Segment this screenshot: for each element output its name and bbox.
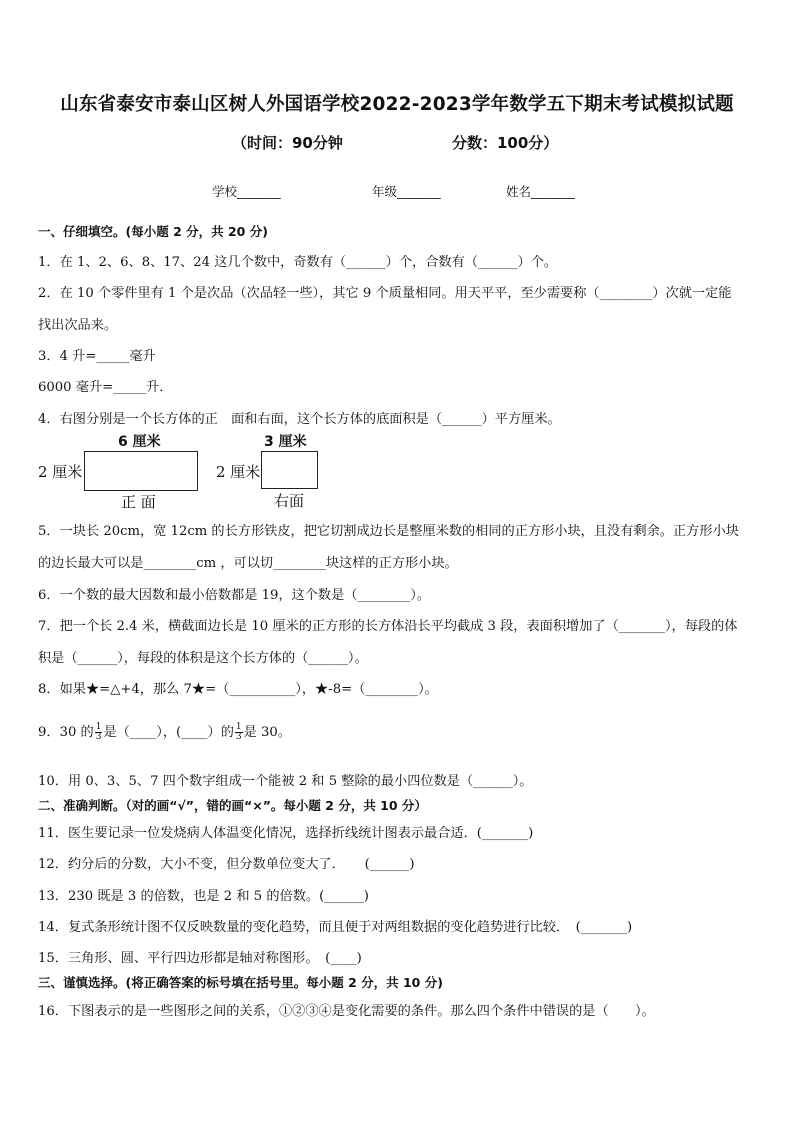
page-title: 山东省泰安市泰山区树人外国语学校2022-2023学年数学五下期末考试模拟试题 — [60, 94, 734, 115]
school-field[interactable]: 学校_______ — [212, 184, 281, 199]
question-16: 16．下图表示的是一些图形之间的关系，①②③④是变化需要的条件。那么四个条件中错误的是（ ）。 — [38, 1004, 655, 1019]
question-4: 4．右图分别是一个长方体的正 面和右面，这个长方体的底面积是（______）平方厘米。 — [38, 412, 561, 427]
front-face-label: 正 面 — [121, 493, 156, 511]
fraction-one-third: $\frac{1}{3}$ — [95, 722, 102, 742]
question-3-cont: 6000 毫升=_____升． — [38, 380, 173, 395]
grade-field[interactable]: 年级_______ — [372, 184, 441, 199]
question-2: 2．在 10 个零件里有 1 个是次品（次品轻一些），其它 9 个质量相同。用天平平，至少需要称（________）次就一定能 — [38, 286, 732, 301]
question-5-cont: 的边长最大可以是________cm ，可以切________块这样的正方形小块。 — [38, 556, 458, 571]
name-field[interactable]: 姓名_______ — [506, 184, 575, 199]
question-14: 14．复式条形统计图不仅反映数量的变化趋势，而且便于对两组数据的变化趋势进行比较． (_______) — [38, 920, 633, 935]
question-7: 7．把一个长 2.4 米，横截面边长是 10 厘米的正方形的长方体沿长平均截成 3 段，表面积增加了（_______），每段的体 — [38, 619, 738, 634]
question-9-mid: 是（____），(____）的 — [103, 725, 234, 740]
question-6: 6．一个数的最大因数和最小倍数都是 19，这个数是（________）。 — [38, 588, 431, 603]
side-face-rect — [261, 451, 318, 489]
question-2-cont: 找出次品来。 — [38, 318, 118, 333]
question-3: 3．4 升=_____毫升 — [38, 349, 156, 364]
question-7-cont: 积是（______），每段的体积是这个长方体的（______）。 — [38, 651, 368, 666]
question-1: 1．在 1、2、6、8、17、24 这几个数中，奇数有（______）个，合数有（______）个。 — [38, 255, 558, 270]
fraction-one-third: $\frac{1}{3}$ — [235, 722, 242, 742]
question-9-end: 是 30。 — [243, 725, 291, 740]
question-15: 15．三角形、圆、平行四边形都是轴对称图形。 (____) — [38, 951, 362, 966]
question-5: 5．一块长 20cm，宽 12cm 的长方形铁皮，把它切割成边长是整厘米数的相同的正方形小块，且没有剩余。正方形小块 — [38, 524, 739, 539]
side-face-label: 右面 — [274, 492, 305, 510]
question-9 — [38, 721, 291, 742]
front-face-rect — [84, 451, 198, 491]
exam-score: 分数：100分） — [452, 134, 559, 152]
question-13: 13．230 既是 3 的倍数，也是 2 和 5 的倍数。(______) — [38, 889, 369, 904]
question-8: 8．如果★=△+4，那么 7★=（__________），★-8=（________）。 — [38, 682, 438, 697]
section-heading-fill-in: 一、仔细填空。(每小题 2 分，共 20 分) — [38, 224, 268, 239]
side-height-label: 2 厘米 — [216, 463, 261, 481]
question-12: 12．约分后的分数，大小不变，但分数单位变大了． (______) — [38, 857, 415, 872]
exam-time: （时间：90分钟 — [232, 134, 343, 152]
front-height-label: 2 厘米 — [38, 463, 83, 481]
side-width-label: 3 厘米 — [264, 434, 307, 450]
question-9-start: 9．30 的 — [38, 725, 94, 740]
section-heading-true-false: 二、准确判断。（对的画“√”，错的画“×”。每小题 2 分，共 10 分） — [38, 798, 427, 813]
front-width-label: 6 厘米 — [118, 434, 161, 450]
section-heading-multiple-choice: 三、谨慎选择。(将正确答案的标号填在括号里。每小题 2 分，共 10 分) — [38, 975, 443, 990]
question-11: 11．医生要记录一位发烧病人体温变化情况，选择折线统计图表示最合适．(_______) — [38, 826, 534, 841]
question-10: 10．用 0、3、5、7 四个数字组成一个能被 2 和 5 整除的最小四位数是（______）。 — [38, 774, 533, 789]
